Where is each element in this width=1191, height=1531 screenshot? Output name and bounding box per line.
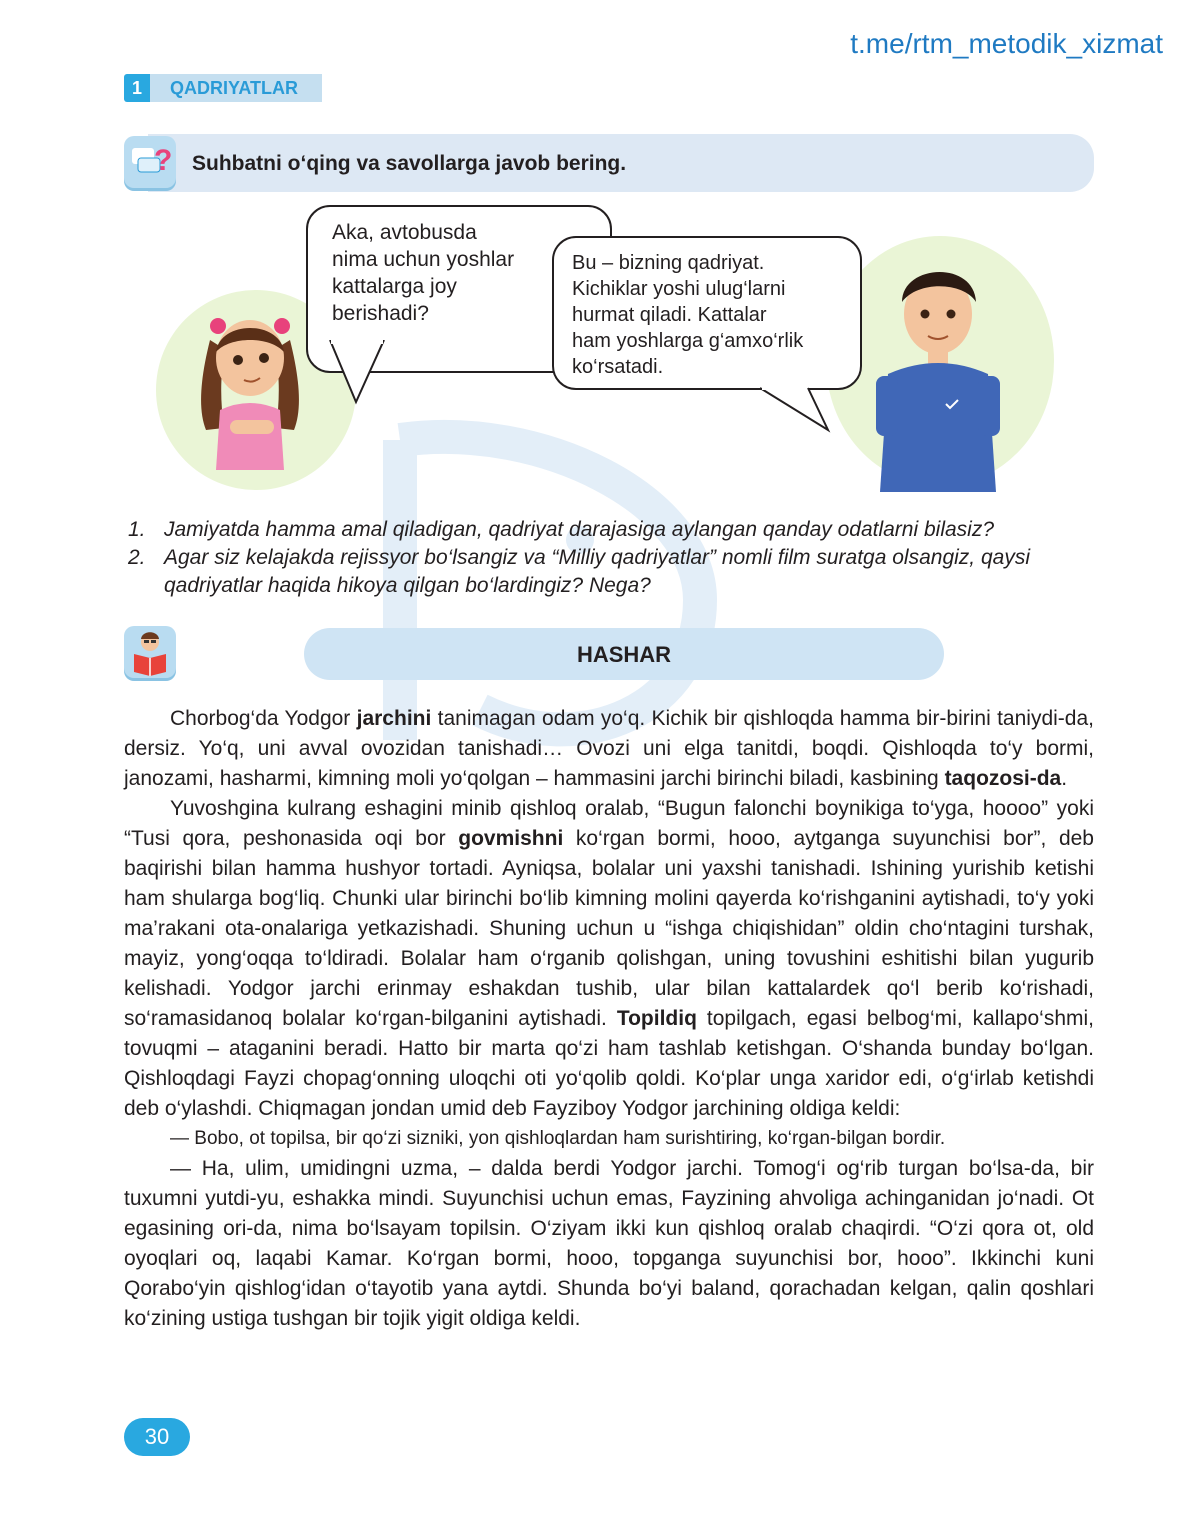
boy-bubble-tail-icon: [756, 370, 836, 434]
boy-line-1: Bu – bizning qadriyat.: [572, 252, 765, 274]
task-instruction: Suhbatni o‘qing va savollarga javob bering.: [192, 152, 627, 175]
story-paragraph: — Ha, ulim, umidingni uzma, – dalda berdi Yodgor jarchi. Tomog‘i og‘rib turgan bo‘lsa-da, bir tuxumni yutdi-yu, eshakka mindi. Suyunchisi uchun emas, Fayzining ahvoliga achinganidan jo‘nadi. Ot egasining ori-da, nima bo‘lsayam topilsin. O‘ziyam ikki kun qishloq oralab chaqirdi. “O‘zi qora ot, old oyoqlari oq, laqabi Kamar. Ko‘rgan bormi, hooo, topganga suyunchisi bor, hooo”. Ikkinchi kuni Qorabo‘yin qishlog‘idan o‘tayotib yana aytdi. Shunda bo‘yi baland, qorachadan kelgan, qalin qoshlari ko‘zining ustiga tushgan bir tojik yigit oldiga keldi.: [124, 1157, 1094, 1330]
girl-line-4: berishadi?: [332, 302, 429, 325]
question-text: Agar siz kelajakda rejissyor bo‘lsangiz va “Milliy qadriyatlar” nomli film suratga olsangiz, qaysi qadriyatlar haqida hikoya qilgan bo‘lardingiz? Nega?: [164, 546, 1030, 597]
girl-line-3: kattalarga joy: [332, 275, 457, 298]
keyword: jarchini: [356, 707, 432, 730]
chapter-label: [124, 74, 322, 102]
story-paragraph: — Bobo, ot topilsa, bir qo‘zi sizniki, yon qishloqlardan ham surishtiring, ko‘rgan-bilgan bordir.: [170, 1128, 946, 1149]
keyword: Topildiq: [616, 1007, 697, 1030]
girl-illustration-icon: [180, 300, 320, 480]
chapter-title: QADRIYATLAR: [150, 74, 322, 102]
question-item: [128, 516, 1098, 544]
boy-line-2: Kichiklar yoshi ulug‘larni: [572, 278, 786, 300]
question-text: Jamiyatda hamma amal qiladigan, qadriyat darajasiga aylangan qanday odatlarni bilasiz?: [164, 518, 995, 541]
boy-speech-bubble: [552, 236, 862, 390]
reading-icon: [124, 626, 176, 678]
page-number: 30: [124, 1418, 190, 1456]
questions-list: [128, 516, 1098, 600]
boy-line-4: ham yoshlarga g‘amxo‘rlik: [572, 330, 804, 352]
girl-bubble-tail-icon: [326, 340, 396, 410]
boy-line-5: ko‘rsatadi.: [572, 356, 664, 378]
question-number: 1.: [128, 518, 146, 541]
question-item: [128, 544, 1098, 600]
girl-line-2: nima uchun yoshlar: [332, 248, 515, 271]
story-paragraph: Yuvoshgina kulrang eshagini minib qishloq oralab, “Bugun falonchi boynikiga to‘yga, hoooo” yoki “Tusi qora, peshonasida oqi bor govmishni ko‘rgan bormi, hooo, aytganga suyunchisi bor”, deb baqirishi bilan hamma hushyor tortadi. Ayniqsa, bolalar uni yaxshi tanishadi. Ishining yurishib ketishi ham shularga bog‘liq. Chunki ular birinchi bo‘lib kimning molini qayerda ko‘rishganini aytishadi, to‘y yoki ma’rakani ota-onalariga yetkazishadi. Shuning uchun u “ishga chiqishidan” oldin cho‘ntagini turshak, mayiz, yong‘oqqa to‘ldiradi. Bolalar ham o‘rganib qolishgan, uning tovushini eshitishi bilan yugurib kelishadi. Yodgor jarchi erinmay eshakdan tushib, ular bilan kattalardek qo‘l berib ko‘rishadi, so‘ramasidanoq bolalar ko‘rgan-bilganini aytishadi. Topildiq topilgach, egasi belbog‘mi, kallapo‘shmi, tovuqmi – ataganini beradi. Hatto bir marta qo‘zi ham tashlab ketishgan. O‘shanda bunday bo‘lgan. Qishloqdagi Fayzi chopag‘onning uloqchi oti yo‘qolib qoldi. Ko‘plar unga xaridor edi, o‘g‘irlab ketishdi deb o‘ylashdi. Chiqmagan jondan umid deb Fayziboy Yodgor jarchining oldiga keldi:: [124, 797, 1094, 1120]
story-text: [124, 704, 1094, 1334]
keyword: govmishni: [458, 827, 564, 850]
boy-line-3: hurmat qiladi. Kattalar: [572, 304, 767, 326]
girl-line-1: Aka, avtobusda: [332, 221, 477, 244]
story-title: HASHAR: [576, 642, 672, 667]
keyword: taqozosi-da: [944, 767, 1062, 790]
channel-link[interactable]: t.me/rtm_metodik_xizmat: [850, 28, 1163, 59]
chapter-number: 1: [124, 74, 150, 102]
question-icon: [124, 136, 176, 188]
question-number: 2.: [128, 546, 146, 569]
svg-text:?: ?: [154, 144, 173, 177]
boy-illustration-icon: [868, 252, 1008, 492]
story-paragraph: Chorbog‘da Yodgor jarchini tanimagan odam yo‘q. Kichik bir qishloqda hamma bir-birini taniydi-da, dersiz. Yo‘q, uni avval ovozidan tanishadi… Ovozi uni elga tanitdi, boqdi. Qishloqda to‘y bormi, janozami, hasharmi, kimning moli yo‘qolgan – hammasini jarchi birinchi biladi, kasbining taqozosi-da.: [124, 707, 1094, 790]
